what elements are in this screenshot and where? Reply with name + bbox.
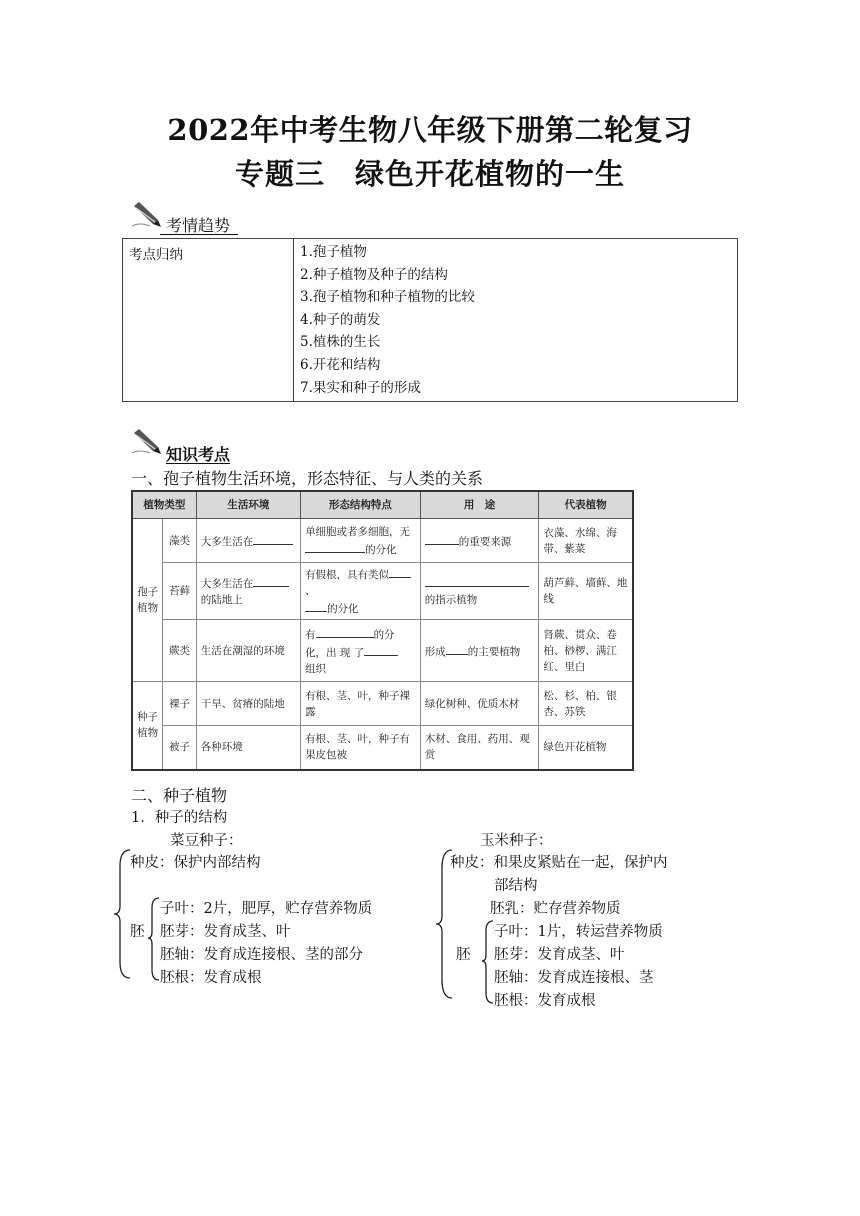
rep-cell: 葫芦藓、墙藓、地线 [539, 563, 633, 620]
corn-embryo-brace [481, 917, 495, 1007]
part2-title: 二、种子植物 [131, 786, 228, 805]
bean-seed-coat: 种皮：保护内部结构 [130, 855, 261, 871]
bean-embryo-brace [147, 894, 161, 984]
table-row [132, 519, 633, 563]
trend-item: 5.植株的生长 [300, 334, 381, 351]
trend-item: 4.种子的萌发 [300, 311, 381, 328]
part2-subtitle: 1．种子的结构 [131, 810, 228, 826]
rep-cell: 肾蕨、贯众、卷柏、桫椤、满江红、里白 [539, 620, 633, 682]
type-cell: 藻类 [163, 519, 196, 563]
table-row [132, 620, 633, 682]
use-cell: 形成 的主要植物 [420, 620, 539, 682]
trend-heading-underline [160, 234, 238, 235]
bean-part: 胚轴：发育成连接根、茎的部分 [160, 947, 363, 963]
form-cell: 有 的分 化，出 现 了 组织 [301, 620, 421, 682]
table-row [132, 563, 633, 620]
form-cell: 有假根，具有类似、 的分化 [301, 563, 421, 620]
page-subtitle: 专题三 绿色开花植物的一生 [234, 157, 625, 191]
col-header-use: 用 途 [420, 491, 539, 519]
pencil-icon [130, 427, 162, 455]
col-header-rep: 代表植物 [539, 491, 633, 519]
part1-title: 一、孢子植物生活环境，形态特征、与人类的关系 [131, 469, 484, 488]
bean-part: 子叶：2片，肥厚，贮存营养物质 [160, 901, 373, 917]
use-cell: 绿化树种、优质木材 [420, 682, 539, 726]
trend-item: 2.种子植物及种子的结构 [300, 266, 448, 283]
trend-item: 6.开花和结构 [300, 356, 381, 373]
trend-label: 考点归纳 [123, 239, 294, 402]
rep-cell: 衣藻、水绵、海带、紫菜 [539, 519, 633, 563]
corn-part: 胚芽：发育成茎、叶 [494, 947, 625, 963]
bean-embryo-label: 胚 [130, 924, 145, 940]
corn-part: 胚根：发育成根 [494, 993, 596, 1009]
group-spore: 孢子植物 [132, 519, 163, 682]
rep-cell: 松、杉、柏、银杏、苏铁 [539, 682, 633, 726]
use-cell: 的指示植物 [420, 563, 539, 620]
corn-title: 玉米种子： [480, 833, 553, 849]
env-cell: 生活在潮湿的环境 [196, 620, 300, 682]
corn-part: 胚轴：发育成连接根、茎 [494, 970, 654, 986]
corn-seed-coat-cont: 部结构 [494, 878, 538, 894]
trend-table [122, 238, 738, 402]
env-cell: 各种环境 [196, 726, 300, 770]
corn-embryo-label: 胚 [456, 947, 471, 963]
env-cell: 大多生活在 的陆地上 [196, 563, 300, 620]
bean-outer-brace [112, 846, 132, 982]
form-cell: 有根、茎、叶，种子裸露 [301, 682, 421, 726]
table-row [132, 682, 633, 726]
corn-part: 子叶：1片，转运营养物质 [494, 924, 663, 940]
corn-endosperm: 胚乳：贮存营养物质 [490, 901, 621, 917]
type-cell: 蕨类 [163, 620, 196, 682]
bean-title: 菜豆种子： [170, 833, 243, 849]
knowledge-heading: 知识考点 [166, 445, 231, 464]
table-row [132, 726, 633, 770]
bean-part: 胚根：发育成根 [160, 970, 262, 986]
use-cell: 木材、食用、药用、观赏 [420, 726, 539, 770]
rep-cell: 绿色开花植物 [539, 726, 633, 770]
col-header-type: 植物类型 [132, 491, 196, 519]
plant-table [131, 490, 634, 771]
trend-item: 3.孢子植物和种子植物的比较 [300, 289, 475, 306]
env-cell: 大多生活在 [196, 519, 300, 563]
trend-item: 1.孢子植物 [300, 244, 367, 260]
type-cell: 苔藓 [163, 563, 196, 620]
group-seed: 种子植物 [132, 682, 163, 770]
form-cell: 有根、茎、叶，种子有果皮包被 [301, 726, 421, 770]
type-cell: 裸子 [163, 682, 196, 726]
trend-heading: 考情趋势 [166, 216, 231, 235]
col-header-form: 形态结构特点 [301, 491, 421, 519]
use-cell: 的重要来源 [420, 519, 539, 563]
form-cell: 单细胞或者多细胞，无 的分化 [301, 519, 421, 563]
type-cell: 被子 [163, 726, 196, 770]
pencil-icon [130, 200, 162, 228]
bean-part: 胚芽：发育成茎、叶 [160, 924, 291, 940]
col-header-env: 生活环境 [196, 491, 300, 519]
trend-item: 7.果实和种子的形成 [300, 379, 421, 396]
trend-items [294, 239, 738, 402]
env-cell: 干旱、贫瘠的陆地 [196, 682, 300, 726]
page-title: 2022年中考生物八年级下册第二轮复习 [167, 113, 693, 147]
corn-seed-coat: 种皮：和果皮紧贴在一起，保护内 [450, 855, 668, 871]
